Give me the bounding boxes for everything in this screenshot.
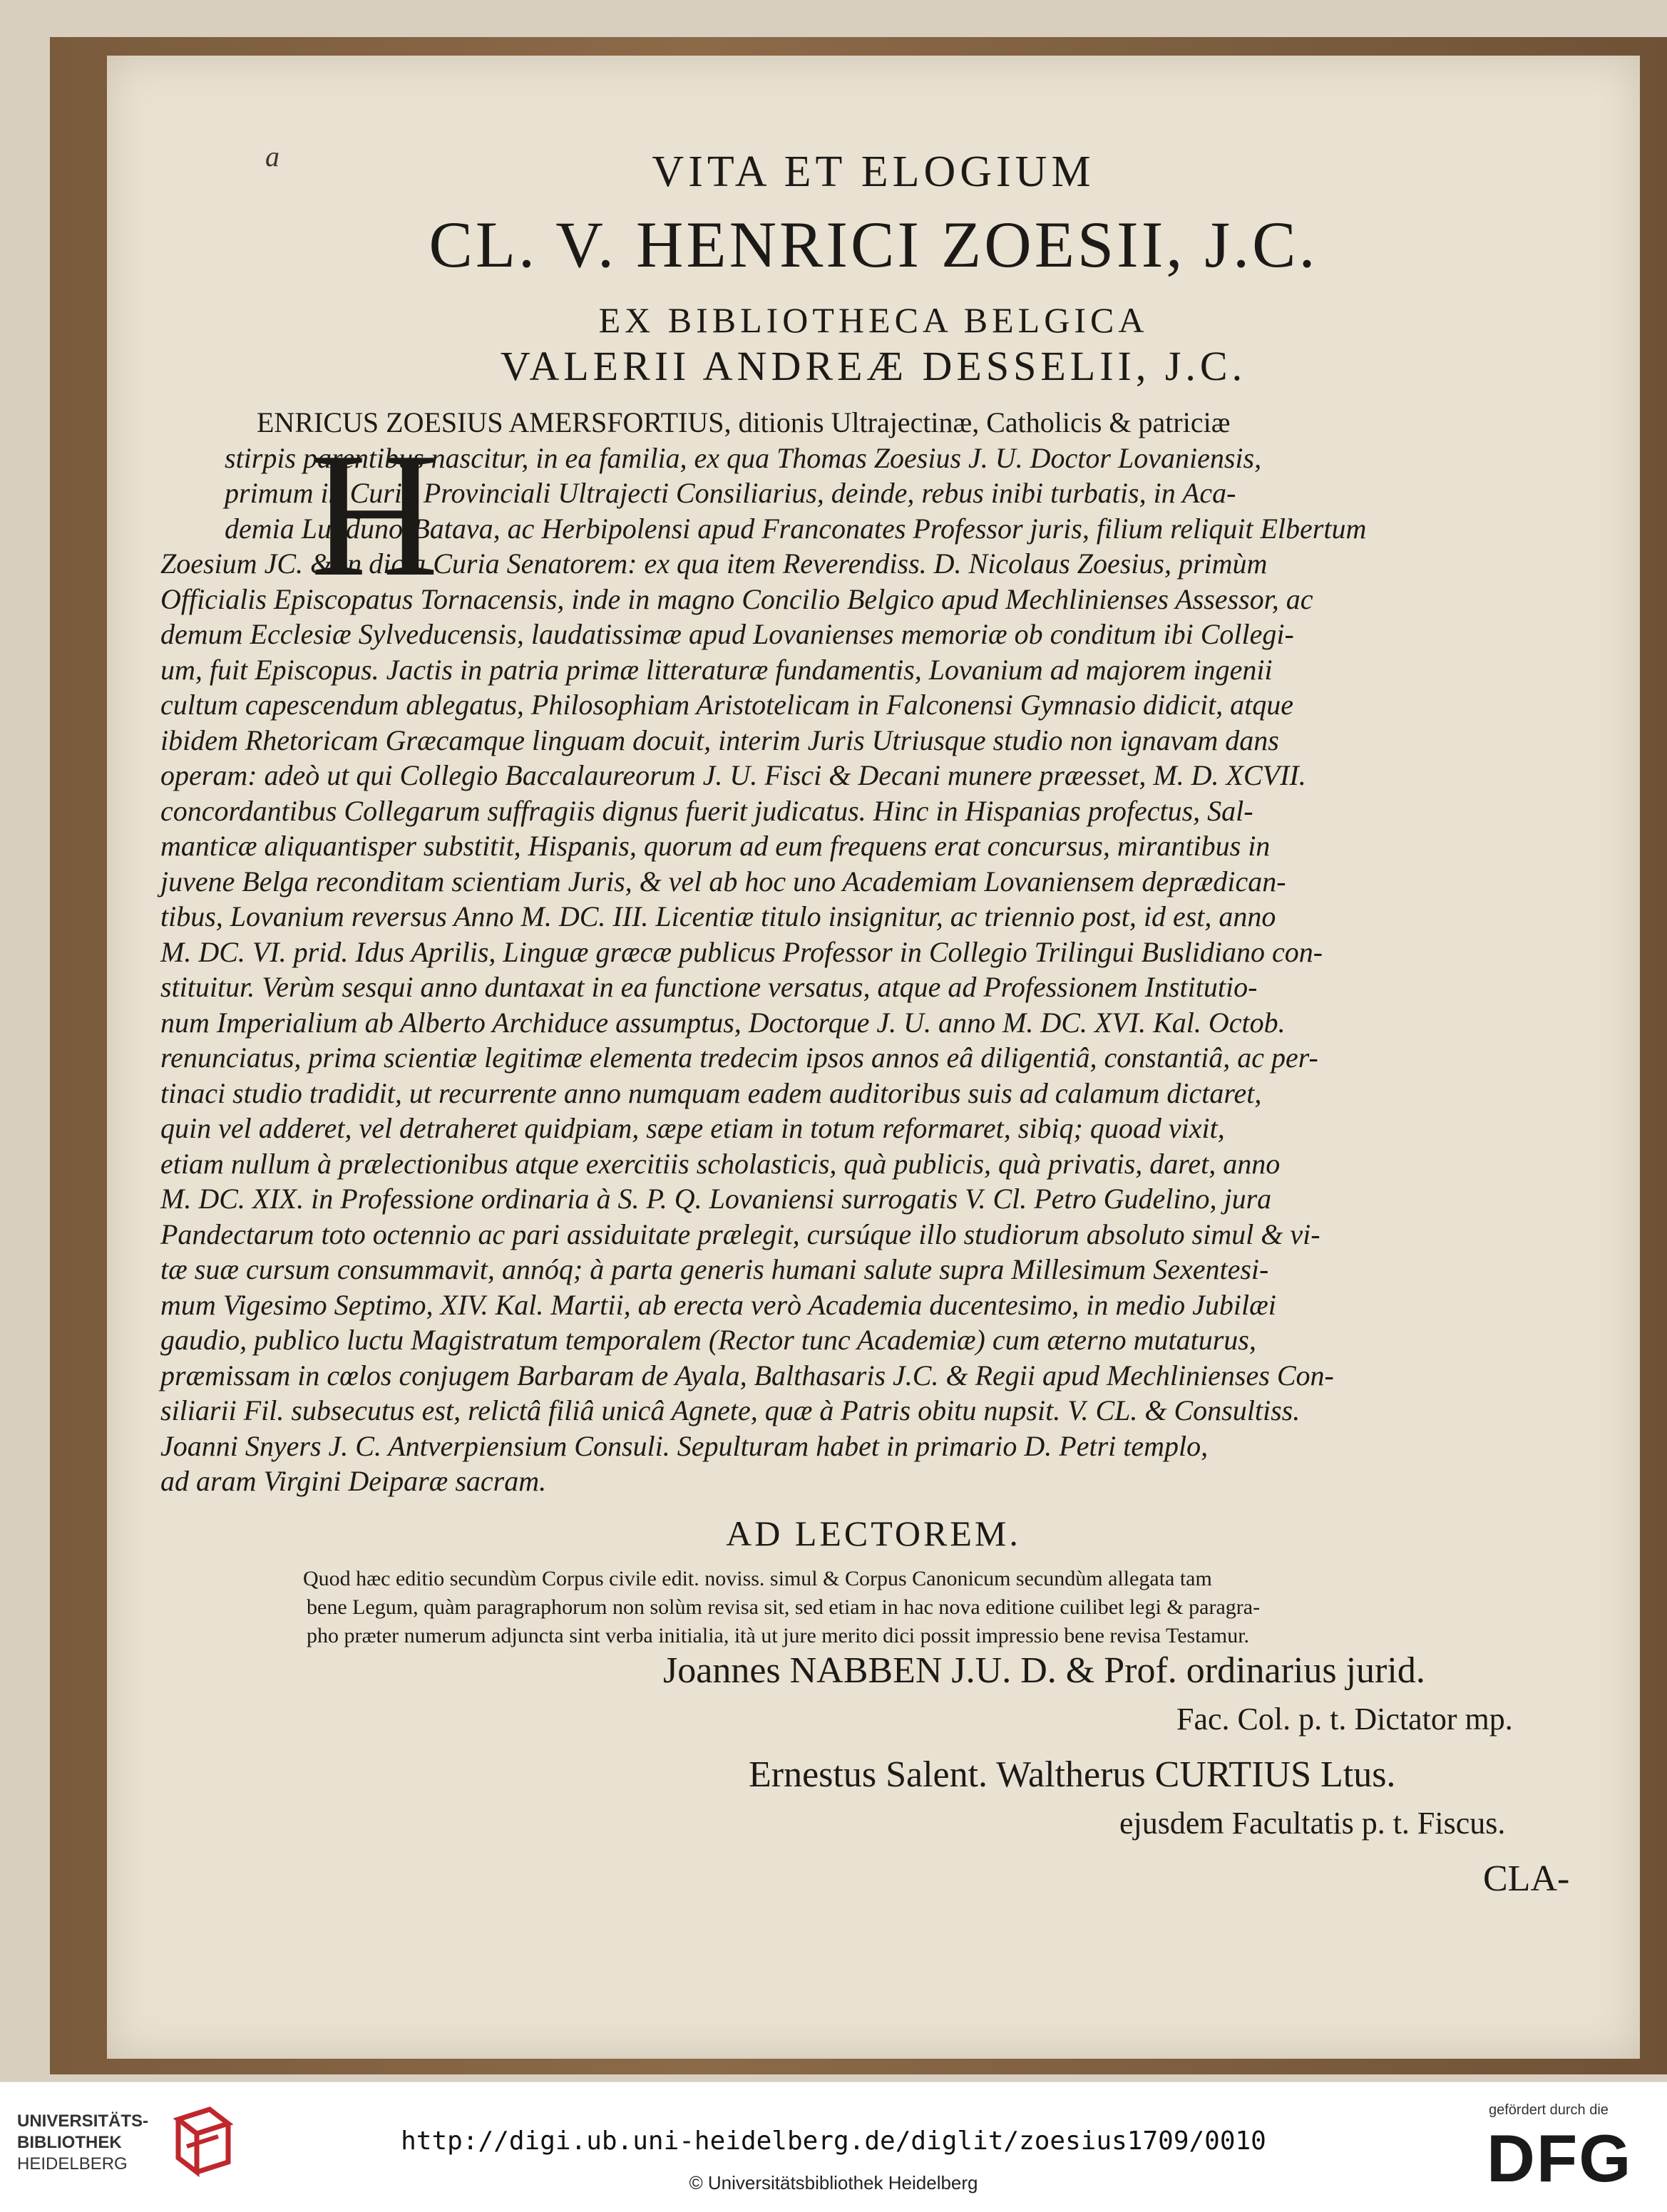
title-line-3: EX BIBLIOTHECA BELGICA (598, 300, 1149, 340)
body-line: Joanni Snyers J. C. Antverpiensium Consuli. Sepulturam habet in primario D. Petri templo, (160, 1429, 1209, 1462)
body-line: ENRICUS ZOESIUS AMERSFORTIUS, ditionis Ultrajectinæ, Catholicis & patriciæ (257, 406, 1231, 438)
body-line: juvene Belga reconditam scientiam Juris, & vel ab hoc uno Academiam Lovaniensem deprædican- (160, 865, 1286, 897)
copyright-notice: © Universitätsbibliothek Heidelberg (689, 2172, 978, 2193)
body-line: M. DC. VI. prid. Idus Aprilis, Linguæ græcæ publicus Professor in Collegio Trilingui Buslidiano con- (160, 935, 1323, 968)
ad-lectorem-line: pho præter numerum adjuncta sint verba initialia, ità ut jure merito dici possit impressio bene revisa Testamur. (307, 1624, 1250, 1647)
signature-line: Joannes NABBEN J.U. D. & Prof. ordinarius jurid. (663, 1650, 1425, 1691)
body-line: demia Lugduno-Batava, ac Herbipolensi apud Franconates Professor juris, filium reliquit Elbertum (225, 512, 1367, 545)
body-line: stituitur. Verùm sesqui anno duntaxat in ea functione versatus, atque ad Professionem Institutio- (160, 971, 1258, 1003)
library-name-line: UNIVERSITÄTS- (17, 2111, 149, 2131)
dfg-logo-icon[interactable]: DFG (1487, 2121, 1633, 2196)
body-line: gaudio, publico luctu Magistratum temporalem (Rector tunc Academiæ) cum æterno mutaturus, (160, 1324, 1256, 1356)
corner-mark: a (265, 140, 279, 173)
body-line: manticæ aliquantisper substitit, Hispanis, quorum ad eum frequens erat concursus, mirantibus in (160, 830, 1271, 862)
drop-cap: H (310, 416, 439, 614)
book-page (107, 56, 1640, 2059)
body-line: num Imperialium ab Alberto Archiduce assumptus, Doctorque J. U. anno M. DC. XVI. Kal. Octob. (160, 1006, 1286, 1039)
body-line: demum Ecclesiæ Sylveducensis, laudatissimæ apud Lovanienses memoriæ ob conditum ibi Collegi- (160, 618, 1294, 650)
body-line: renunciatus, prima scientiæ legitimæ elementa tredecim ipsos annos eâ diligentiâ, constantiâ, ac per- (160, 1041, 1318, 1074)
ad-lectorem-title: AD LECTOREM. (726, 1513, 1021, 1553)
signature-line: Ernestus Salent. Waltherus CURTIUS Ltus. (749, 1754, 1396, 1795)
signature-line: CLA- (1483, 1858, 1570, 1899)
body-line: Pandectarum toto octennio ac pari assiduitate prælegit, cursúque illo studiorum absoluto simul & vi- (160, 1218, 1320, 1250)
body-line: ibidem Rhetoricam Græcamque linguam docuit, interim Juris Utriusque studio non ignavam dans (160, 724, 1279, 756)
body-line: operam: adeò ut qui Collegio Baccalaureorum J. U. Fisci & Decani munere præesset, M. D. XCVII. (160, 759, 1306, 791)
body-line: tæ suæ cursum consummavit, annóq; à parta generis humani salute supra Millesimum Sexentesi- (160, 1253, 1269, 1285)
library-name-line: HEIDELBERG (17, 2154, 128, 2174)
body-line: tibus, Lovanium reversus Anno M. DC. III. Licentiæ titulo insignitur, ac triennio post, id est, anno (160, 900, 1276, 932)
body-line: mum Vigesimo Septimo, XIV. Kal. Martii, ab erecta verò Academia ducentesimo, in medio Jubilæi (160, 1288, 1276, 1321)
body-line: præmissam in cœlos conjugem Barbaram de Ayala, Balthasaris J.C. & Regii apud Mechlinienses Con- (160, 1359, 1334, 1391)
body-line: Zoesium JC. & in dicta Curia Senatorem: ex qua item Reverendiss. D. Nicolaus Zoesius, primùm (160, 547, 1268, 580)
title-line-4: VALERII ANDREÆ DESSELII, J.C. (500, 343, 1247, 389)
viewer-footer (0, 2082, 1667, 2212)
body-line: um, fuit Episcopus. Jactis in patria primæ litteraturæ fundamentis, Lovanium ad majorem ingenii (160, 653, 1273, 686)
ad-lectorem-line: bene Legum, quàm paragraphorum non solùm revisa sit, sed etiam in hac nova editione cuilibet legi & paragra- (307, 1595, 1261, 1619)
body-line: etiam nullum à prælectionibus atque exercitiis scholasticis, quà publicis, quà privatis, daret, anno (160, 1147, 1281, 1180)
body-line: tinaci studio tradidit, ut recurrente anno numquam eadem auditoribus suis ad calamum dictaret, (160, 1076, 1262, 1109)
title-line-2: CL. V. HENRICI ZOESII, J.C. (429, 208, 1318, 281)
body-line: siliarii Fil. subsecutus est, relictâ filiâ unicâ Agnete, quæ à Patris obitu nupsit. V. CL. & Consultiss. (160, 1394, 1301, 1426)
body-line: quin vel adderet, vel detraheret quidpiam, sæpe etiam in totum reformaret, sibiq; quoad vixit, (160, 1112, 1225, 1144)
permalink-url[interactable]: http://digi.ub.uni-heidelberg.de/diglit/zoesius1709/0010 (401, 2126, 1266, 2156)
body-line: ad aram Virgini Deiparæ sacram. (160, 1465, 547, 1497)
signature-line: Fac. Col. p. t. Dictator mp. (1176, 1702, 1513, 1737)
body-line: cultum capescendum ablegatus, Philosophiam Aristotelicam in Falconensi Gymnasio didicit, atque (160, 689, 1294, 721)
body-line: M. DC. XIX. in Professione ordinaria à S. P. Q. Lovaniensi surrogatis V. Cl. Petro Gudelino, jura (160, 1183, 1272, 1215)
ad-lectorem-line: Quod hæc editio secundùm Corpus civile edit. noviss. simul & Corpus Canonicum secundùm allegata tam (303, 1567, 1212, 1590)
title-line-1: VITA ET ELOGIUM (652, 148, 1095, 196)
body-line: stirpis parentibus nascitur, in ea familia, ex qua Thomas Zoesius J. U. Doctor Lovaniensis, (225, 441, 1262, 474)
library-name-line: BIBLIOTHEK (17, 2133, 122, 2152)
body-line: primum in Curia Provinciali Ultrajecti Consiliarius, deinde, rebus inibi turbatis, in Aca- (225, 477, 1236, 509)
signature-line: ejusdem Facultatis p. t. Fiscus. (1119, 1806, 1506, 1841)
body-line: concordantibus Collegarum suffragiis dignus fuerit judicatus. Hinc in Hispanias profectus, Sal- (160, 794, 1253, 827)
funding-label: gefördert durch die (1489, 2102, 1609, 2118)
body-line: Officialis Episcopatus Tornacensis, inde in magno Concilio Belgico apud Mechlinienses Assessor, ac (160, 582, 1313, 615)
